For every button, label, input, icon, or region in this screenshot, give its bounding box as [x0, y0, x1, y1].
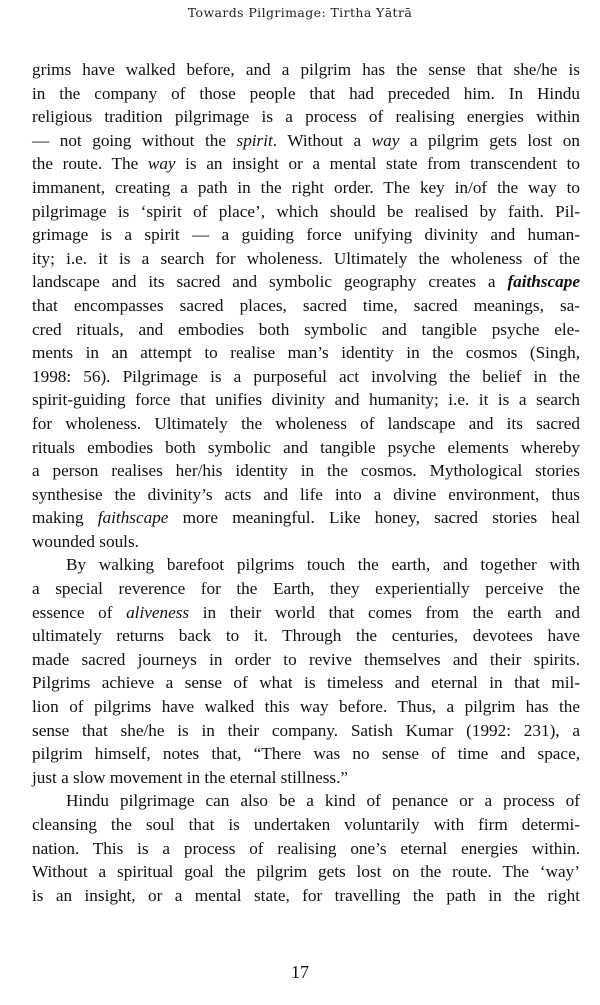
paragraph [32, 58, 580, 553]
text-line: pilgrimage is ‘spirit of place’, which should be realised by faith. Pil- [32, 201, 580, 221]
text-line: Hindu pilgrimage can also be a kind of penance or a process of [66, 791, 580, 811]
text-line: Without a spiritual goal the pilgrim gets lost on the route. The ‘way’ [32, 862, 580, 882]
text-line: cleansing the soul that is undertaken voluntarily with firm determi- [32, 815, 580, 834]
italic-term: aliveness [126, 602, 190, 622]
text-line: made sacred journeys in order to revive themselves and their spirits. [32, 649, 580, 669]
text-line: just a slow movement in the eternal stillness.” [32, 767, 348, 787]
text-line: essence of aliveness in their world that comes from the earth and [32, 602, 580, 622]
text-line: pilgrim himself, notes that, “There was no sense of time and space, [32, 744, 580, 764]
italic-term: faithscape [97, 508, 169, 528]
text-line: that encompasses sacred places, sacred time, sacred meanings, sa- [32, 295, 580, 315]
text-line: Pilgrims achieve a sense of what is timeless and eternal in that mil- [32, 673, 580, 693]
text-line: 1998: 56). Pilgrimage is a purposeful act involving the belief in the [32, 366, 580, 386]
text-line: rituals embodies both symbolic and tangible psyche elements whereby [32, 437, 580, 457]
text-line: nation. This is a process of realising one’s eternal energies within. [32, 838, 580, 858]
text-line: cred rituals, and embodies both symbolic and tangible psyche ele- [32, 319, 580, 339]
text-line: a special reverence for the Earth, they experientially perceive the [32, 579, 580, 599]
text-line: wounded souls. [32, 531, 139, 551]
italic-term: way [147, 154, 176, 174]
text-line: sense that she/he is in their company. Satish Kumar (1992: 231), a [32, 720, 580, 740]
text-line: spirit-guiding force that unifies divinity and humanity; i.e. it is a search [32, 390, 580, 410]
text-line: religious tradition pilgrimage is a process of realising energies within [32, 107, 580, 127]
text-line: immanent, creating a path in the right order. The key in/of the way to [32, 177, 580, 197]
paragraph [32, 789, 580, 907]
text-line: in the company of those people that had preceded him. In Hindu [32, 83, 580, 103]
paragraph [32, 553, 580, 789]
text-line: is an insight, or a mental state, for travelling the path in the right [32, 885, 580, 905]
text-line: ity; i.e. it is a search for wholeness. Ultimately the wholeness of the [32, 248, 580, 268]
text-line: grims have walked before, and a pilgrim has the sense that she/he is [32, 60, 580, 79]
text-line: synthesise the divinity’s acts and life into a divine environment, thus [32, 484, 580, 504]
page-body [32, 58, 580, 907]
text-line: grimage is a spirit — a guiding force unifying divinity and human- [32, 225, 580, 245]
text-line: By walking barefoot pilgrims touch the earth, and together with [66, 555, 580, 575]
italic-term: faithscape [507, 272, 580, 292]
text-line: making faithscape more meaningful. Like honey, sacred stories heal [32, 508, 580, 528]
text-line: a person realises her/his identity in the cosmos. Mythological stories [32, 461, 580, 481]
page-number: 17 [291, 962, 309, 982]
text-line: landscape and its sacred and symbolic geography creates a faithscape [32, 272, 580, 292]
text-line: for wholeness. Ultimately the wholeness of landscape and its sacred [32, 413, 580, 433]
running-header: Towards Pilgrimage: Tirtha Yātrā [187, 5, 413, 20]
text-line: the route. The way is an insight or a mental state from transcendent to [32, 154, 580, 174]
text-line: ments in an attempt to realise man’s identity in the cosmos (Singh, [32, 343, 580, 363]
italic-term: spirit [236, 130, 273, 150]
text-line: ultimately returns back to it. Through the centuries, devotees have [32, 626, 580, 646]
text-line: lion of pilgrims have walked this way before. Thus, a pilgrim has the [32, 697, 580, 717]
italic-term: way [371, 130, 400, 150]
text-line: — not going without the spirit. Without a way a pilgrim gets lost on [32, 130, 580, 150]
